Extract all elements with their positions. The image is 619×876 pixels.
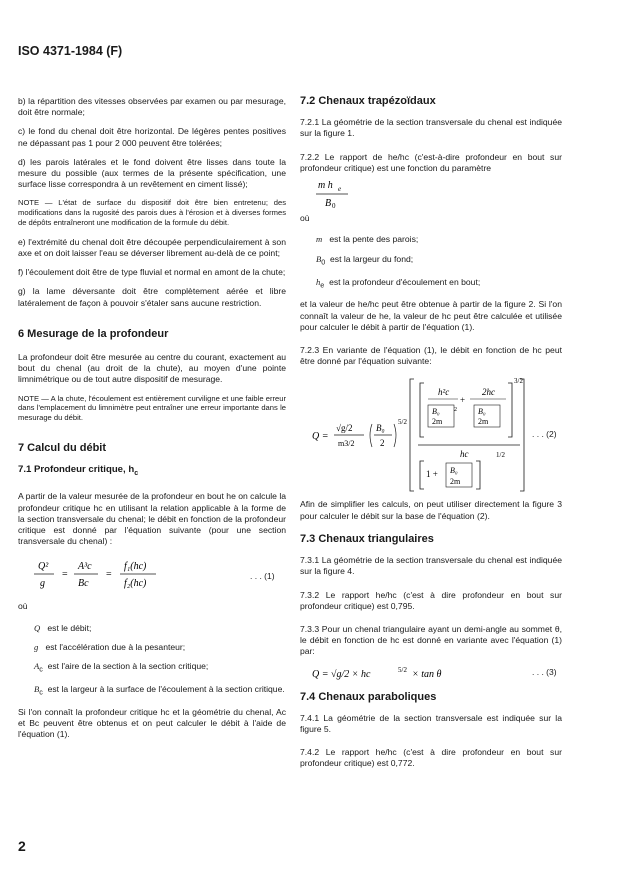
section-7-3-1: 7.3.1 La géométrie de la section transversale du chenal est indiquée sur la figure 4. — [300, 555, 562, 577]
item-b: b) la répartition des vitesses observées par examen ou par mesurage, doit être normale; — [18, 96, 286, 118]
section-7-4-2: 7.4.2 Le rapport he/hc (c'est à dire profondeur en bout sur profondeur critique) est 0,772. — [300, 747, 562, 769]
page-number: 2 — [18, 838, 26, 854]
def-m: m est la pente des parois; — [316, 234, 419, 245]
svg-text:2m: 2m — [478, 417, 489, 427]
svg-text:hc: hc — [460, 449, 469, 460]
closing-text: Si l'on connaît la profondeur critique hc et la géométrie du chenal, Ac et Bc peuvent être obtenus et on peut calculer le débit à l'aide de l'équation (1). — [18, 706, 286, 740]
svg-text:=: = — [62, 569, 68, 581]
equation-3 — [300, 662, 562, 684]
svg-text:m3/2: m3/2 — [338, 439, 355, 449]
section-7-2-2: 7.2.2 Le rapport de he/hc (c'est-à-dire profondeur en bout sur profondeur critique) est une fonction du paramètre — [300, 151, 562, 173]
def-g: g est l'accélération due à la pesanteur; — [34, 641, 186, 652]
def-Q: Q est le débit; — [34, 622, 92, 633]
svg-text:0: 0 — [332, 202, 336, 211]
svg-text:2: 2 — [454, 407, 457, 414]
section-7-2-1: 7.2.1 La géométrie de la section transversale du chenal est indiquée sur la figure 1. — [300, 117, 562, 139]
equation-2-number: . . . (2) — [532, 429, 557, 440]
item-g: g) la lame déversante doit être complètement aérée et libre latéralement de façon à pouvoir s'étaler sans aucune restriction. — [18, 286, 286, 308]
note-surface: NOTE — L'état de surface du dispositif doit être bien entretenu; des modifications dans la rugosité des parois dues à l'érosion et à diverses formes de dépôts entraîneront une modification de la formule du débit. — [18, 198, 286, 228]
where-label-right: où — [300, 213, 310, 224]
section-6-text: La profondeur doit être mesurée au centre du courant, exactement au bout du chenal (au droit de la chute), au moyen d'une pointe limnimétrique ou de tout autre dispositif de mesurage. — [18, 352, 286, 385]
equation-2-formula — [300, 369, 540, 499]
simplify-text: Afin de simplifier les calculs, on peut utiliser directement la figure 3 pour calculer le débit sur la base de l'équation (2). — [300, 499, 562, 521]
svg-text:5/2: 5/2 — [398, 418, 407, 427]
svg-text:2: 2 — [380, 438, 385, 449]
svg-text:1/2: 1/2 — [496, 451, 505, 460]
equation-1-number: . . . (1) — [250, 571, 275, 582]
parameter-formula — [316, 176, 376, 210]
section-7-title: 7 Calcul du débit — [18, 442, 107, 455]
svg-text:=: = — [106, 569, 112, 581]
svg-text:A³c: A³c — [78, 561, 92, 573]
svg-text:+: + — [460, 395, 466, 406]
svg-text:5/2: 5/2 — [398, 665, 407, 674]
section-7-3-3: 7.3.3 Pour un chenal triangulaire ayant un demi-angle au sommet θ, le débit en fonction de hc est donné en variante avec l'équation (1) par: — [300, 623, 562, 657]
svg-text:m h: m h — [318, 180, 333, 192]
section-6-title: 6 Mesurage de la profondeur — [18, 327, 169, 340]
def-B0: $B_0$ est la largeur du fond; — [316, 253, 414, 267]
svg-text:× tan θ: × tan θ — [412, 668, 442, 680]
section-7-2-title: 7.2 Chenaux trapézoïdaux — [300, 95, 436, 107]
svg-text:Q²: Q² — [38, 561, 49, 573]
section-7-4-1: 7.4.1 La géométrie de la section transversale est indiquée sur la figure 5. — [300, 712, 562, 734]
svg-text:e: e — [338, 185, 342, 194]
equation-1-formula — [18, 555, 286, 595]
def-he: $h_e$ est la profondeur d'écoulement en bout; — [316, 276, 481, 290]
svg-text:B₀: B₀ — [450, 466, 458, 476]
svg-text:Bc: Bc — [78, 578, 89, 590]
section-7-4-title: 7.4 Chenaux paraboliques — [300, 690, 437, 703]
section-7-1-title: 7.1 Profondeur critique, $h_c$ — [18, 464, 139, 478]
left-column — [18, 96, 286, 748]
svg-text:2m: 2m — [432, 417, 443, 427]
section-7-3-2: 7.3.2 Le rapport he/hc (c'est à dire profondeur en bout sur profondeur critique) est 0,795. — [300, 589, 562, 611]
svg-text:B: B — [325, 198, 332, 210]
svg-text:2hc: 2hc — [482, 387, 495, 398]
svg-text:B₀: B₀ — [478, 407, 486, 417]
section-7-1-text: A partir de la valeur mesurée de la profondeur en bout he on calcule la profondeur critique hc en utilisant la relation applicable à la forme de la section transversale du chenal; le débit en fonction de la profondeur critique est donné par l'équation suivante (pour une section transversale du chenal) : — [18, 491, 287, 547]
svg-text:√g/2: √g/2 — [336, 423, 353, 434]
equation-1 — [18, 555, 286, 595]
svg-text:f₂(hc): f₂(hc) — [124, 578, 147, 590]
item-f: f) l'écoulement doit être de type fluvial et normal en amont de la chute; — [18, 267, 286, 278]
svg-text:h²c: h²c — [438, 387, 450, 398]
svg-text:g: g — [40, 578, 45, 590]
where-label-left: où — [18, 601, 28, 612]
section-7-2-3: 7.2.3 En variante de l'équation (1), le débit en fonction de hc peut être donné par l'équation suivante: — [300, 345, 562, 367]
equation-2 — [300, 369, 562, 499]
svg-text:B₀: B₀ — [376, 423, 385, 434]
equation-3-number: . . . (3) — [532, 666, 557, 677]
section-7-3-title: 7.3 Chenaux triangulaires — [300, 532, 434, 545]
svg-text:3/2: 3/2 — [514, 377, 523, 386]
def-Ac: $A_c$ est l'aire de la section à la section critique; — [34, 660, 209, 674]
item-e: e) l'extrémité du chenal doit être découpée perpendiculairement à son axe et on doit laisser l'eau se déverser librement au-delà de ce point; — [18, 236, 286, 259]
svg-text:f₁(hc): f₁(hc) — [124, 561, 147, 573]
item-c: c) le fond du chenal doit être horizontal. De légères pentes positives ne dépassant pas 1 pour 2 000 peuvent être tolérées; — [18, 126, 286, 148]
svg-text:2m: 2m — [450, 477, 461, 487]
item-d: d) les parois latérales et le fond doivent être lisses dans toute la mesure du possible (aux termes de la présente spécification, une surface lisse correspondra à un revêtement en ciment lissé); — [18, 156, 286, 190]
equation-3-formula — [300, 662, 500, 684]
svg-text:B₀: B₀ — [432, 407, 440, 417]
note-chute: NOTE — A la chute, l'écoulement est entièrement curviligne et une faible erreur dans l'emplacement du limnimètre peut entraîner une erreur importante dans le mesurage du débit. — [18, 393, 286, 423]
svg-text:1 +: 1 + — [426, 469, 438, 480]
def-Bc: $B_c$ est la largeur à la surface de l'écoulement à la section critique. — [34, 683, 285, 697]
svg-text:Q =: Q = — [312, 431, 329, 443]
figure-2-text: et la valeur de he/hc peut être obtenue à partir de la figure 2. Si l'on connaît la valeur de he, la valeur de hc peut être calculée et utilisée pour calculer le débit à partir de l'équation (1). — [300, 299, 562, 332]
right-column — [300, 96, 562, 778]
document-header: ISO 4371-1984 (F) — [18, 44, 123, 58]
svg-text:Q = √g/2 × hc: Q = √g/2 × hc — [312, 668, 371, 680]
